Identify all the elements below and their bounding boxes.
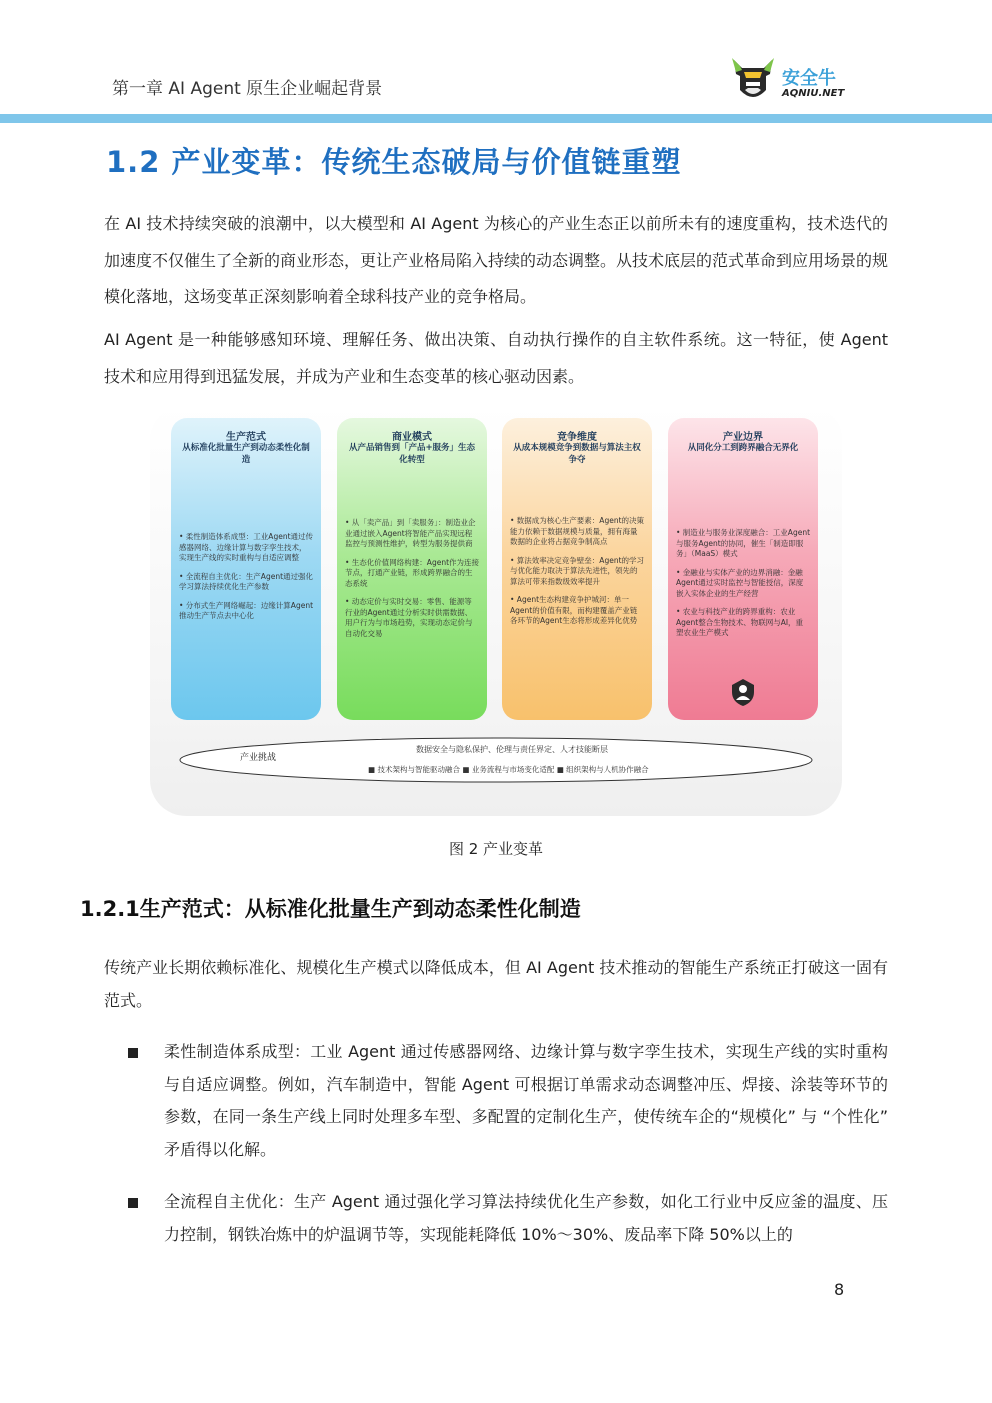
bullet-item: 柔性制造体系成型：工业 Agent 通过传感器网络、边缘计算与数字孪生技术，实现生产线的实时重构与自适应调整。例如，汽车制造中，智能 Agent 可根据订单需求动态调整冲压、焊接、涂装等环节的参数，在同一条生产线上同时处理多车型、多配置的定制化生产，使传统车企的“规模化” 与 “个性化” 矛盾得以化解。	[164, 1042, 888, 1159]
bullet-marker	[128, 1048, 138, 1058]
card-body	[510, 516, 644, 635]
card-subtitle: 从成本规模竞争到数据与算法主权争夺	[513, 443, 641, 465]
logo-subtitle: AQNIU.NET	[782, 88, 845, 99]
chapter-title: 第一章 AI Agent 原生企业崛起背景	[112, 79, 383, 99]
card-body	[345, 518, 479, 647]
card-item: • 从「卖产品」到「卖服务」：制造业企业通过嵌入Agent将智能产品实现远程监控与预测性维护，转型为服务提供商	[345, 518, 476, 548]
person-shield-icon	[727, 676, 759, 708]
industry-change-figure	[150, 404, 842, 816]
section-title: 1.2 产业变革：传统生态破局与价值链重塑	[106, 145, 682, 179]
card-item: • 算法效率决定竞争壁垒：Agent的学习与优化能力取决于算法先进性，领先的算法可带来指数级效率提升	[510, 555, 645, 586]
card-title: 产业边界	[723, 432, 763, 443]
card-item: • 全流程自主优化：生产Agent通过强化学习算法持续优化生产参数	[179, 571, 314, 591]
card-item: • 动态定价与实时交易：零售、能源等行业的Agent通过分析实时供需数据、用户行为与市场趋势，实现动态定价与自动化交易	[345, 597, 473, 638]
card-title: 商业模式	[392, 432, 432, 443]
card-item: • 生态化价值网络构建：Agent作为连接节点，打通产业链，形成跨界融合的生态系统	[345, 557, 480, 588]
logo-name: 安全牛	[782, 68, 836, 89]
figure-caption: 图 2 产业变革	[448, 840, 544, 858]
card-competition-dimension	[502, 418, 652, 720]
card-item: • 金融业与实体产业的边界消融：金融Agent通过实时监控与智能授信，深度嵌入实体企业的生产经营	[676, 567, 804, 598]
logo	[730, 54, 880, 110]
card-item: • 制造业与服务业深度融合：工业Agent与服务Agent的协同，催生「制造即服务」（MaaS）模式	[676, 528, 811, 558]
card-production-paradigm	[171, 418, 321, 720]
bullet-item: 全流程自主优化：生产 Agent 通过强化学习算法持续优化生产参数，如化工行业中反应釜的温度、压力控制，钢铁冶炼中的炉温调节等，实现能耗降低 10%～30%、废品率下降 50%以上的	[164, 1192, 888, 1244]
card-subtitle: 从同化分工到跨界融合无界化	[687, 443, 799, 453]
card-item: • 分布式生产网络崛起：边缘计算Agent推动生产节点去中心化	[179, 600, 314, 620]
card-industry-boundary	[668, 418, 818, 720]
card-subtitle: 从产品销售到「产品+服务」生态化转型	[348, 443, 476, 465]
bull-logo-icon	[730, 54, 776, 106]
subsection-intro: 传统产业长期依赖标准化、规模化生产模式以降低成本，但 AI Agent 技术推动的智能生产系统正打破这一固有范式。	[104, 958, 888, 1010]
card-title: 竞争维度	[557, 432, 597, 443]
card-business-model	[337, 418, 487, 720]
industry-challenge-ellipse	[178, 736, 814, 784]
card-title: 生产范式	[226, 432, 266, 443]
bullet-marker	[128, 1198, 138, 1208]
card-item: • 柔性制造体系成型：工业Agent通过传感器网络、边缘计算与数字孪生技术，实现生产线的实时重构与自适应调整	[179, 532, 314, 562]
challenge-risks: 数据安全与隐私保护、伦理与责任界定、人才技能断层	[416, 745, 608, 754]
card-item: • Agent生态构建竞争护城河：单一Agent的价值有限，而构建覆盖产业链各环节的Agent生态将形成差异化优势	[510, 595, 638, 625]
card-body	[676, 528, 810, 647]
challenge-label: 产业挑战	[240, 753, 277, 763]
challenge-tasks: ■ 技术架构与智能驱动融合 ■ 业务流程与市场变化适配 ■ 组织架构与人机协作融合	[368, 765, 649, 774]
card-item: • 农业与科技产业的跨界重构：农业Agent整合生物技术、物联网与AI，重塑农业生产模式	[676, 607, 804, 637]
page-number: 8	[834, 1280, 845, 1299]
card-item: • 数据成为核心生产要素：Agent的决策能力依赖于数据规模与质量，拥有海量数据的企业将占据竞争制高点	[510, 516, 645, 546]
card-body	[179, 532, 313, 630]
intro-paragraph-1: 在 AI 技术持续突破的浪潮中，以大模型和 AI Agent 为核心的产业生态正以前所未有的速度重构，技术迭代的加速度不仅催生了全新的商业形态，更让产业格局陷入持续的动态调整。从技术底层的范式革命到应用场景的规模化落地，这场变革正深刻影响着全球科技产业的竞争格局。	[104, 214, 889, 306]
header-divider	[0, 114, 992, 123]
card-subtitle: 从标准化批量生产到动态柔性化制造	[182, 443, 310, 465]
subsection-title: 1.2.1生产范式：从标准化批量生产到动态柔性化制造	[80, 897, 581, 921]
intro-paragraph-2: AI Agent 是一种能够感知环境、理解任务、做出决策、自动执行操作的自主软件系统。这一特征，使 Agent 技术和应用得到迅猛发展，并成为产业和生态变革的核心驱动因素。	[104, 330, 888, 386]
